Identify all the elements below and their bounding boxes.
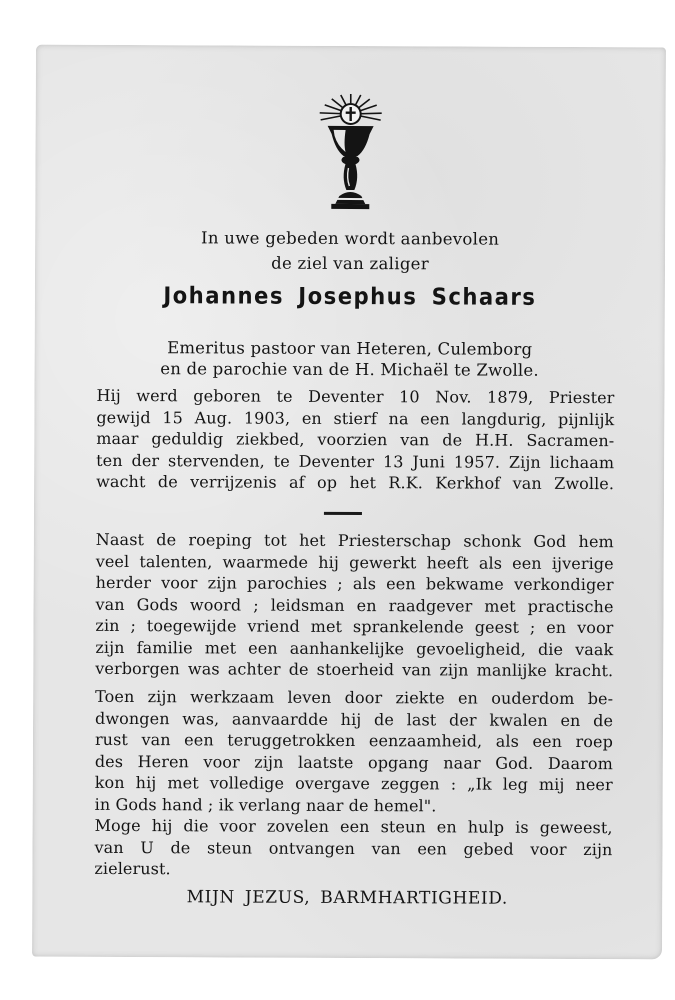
subtitle [35, 337, 665, 382]
talents-paragraph [95, 529, 614, 682]
text-line: ten der stervenden, te Deventer 13 Juni 1957. Zijn lichaam [96, 450, 615, 472]
text-line: rust van een teruggetrokken eenzaamheid, als een roep [94, 729, 613, 752]
intro-line: de ziel van zaliger [271, 253, 430, 274]
text-line: Hij werd geboren te Deventer 10 Nov. 1879, Priester [96, 385, 615, 408]
memorial-card [32, 45, 666, 960]
final-years-paragraph [95, 686, 614, 817]
text-line: maar geduldig ziekbed, voorzien van de H.H. Sacramen- [96, 428, 615, 451]
text-line: veel talenten, waarmede hij gewerkt heeft als een ijverige [95, 551, 614, 573]
text-line: zin ; toegewijde vriend met sprankelende geest ; en voor [95, 615, 614, 638]
text-line: zielerust. [94, 858, 171, 879]
text-line: kon hij met volledige overgave zeggen : „Ik leg mij neer [94, 772, 613, 795]
intro-text [35, 225, 665, 278]
text-line: in Gods hand ; ik verlang naar de hemel". [94, 794, 437, 815]
subtitle-line: en de parochie van de H. Michaël te Zwolle. [160, 359, 539, 380]
text-line: gewijd 15 Aug. 1903, en stierf na een langdurig, pijnlijk [96, 407, 615, 429]
text-line: des Heren voor zijn laatste opgang naar God. Daarom [94, 751, 613, 773]
biography-paragraph [96, 385, 614, 495]
text-line: van U de steun ontvangen van een gebed voor zijn [94, 837, 613, 859]
text-line: dwongen was, aanvaardde hij de last der kwalen en de [95, 708, 614, 730]
deceased-name: Johannes Josephus Schaars [163, 283, 537, 311]
subtitle-line: Emeritus pastoor van Heteren, Culemborg [167, 338, 533, 359]
text-line: zijn familie met een aanhankelijke gevoeligheid, die vaak [95, 637, 614, 659]
divider [324, 512, 362, 515]
closing-invocation: MIJN JEZUS, BARMHARTIGHEID. [186, 887, 508, 909]
text-line: Moge hij die voor zovelen een steun en hulp is geweest, [94, 815, 613, 838]
text-line: Toen zijn werkzaam leven door ziekte en ouderdom be- [95, 686, 614, 709]
intro-line: In uwe gebeden wordt aanbevolen [200, 228, 500, 249]
text-line: van Gods woord ; leidsman en raadgever met practische [95, 594, 614, 616]
text-line: herder voor zijn parochies ; als een bekwame verkondiger [95, 572, 614, 595]
text-line: verborgen was achter de stoerheid van zijn manlijke kracht. [95, 658, 614, 681]
text-line: Naast de roeping tot het Priesterschap schonk God hem [95, 529, 614, 552]
text-line: wacht de verrijzenis af op het R.K. Kerkhof van Zwolle. [96, 471, 615, 494]
prayer-request-paragraph [94, 815, 612, 882]
chalice-with-host-icon [315, 92, 386, 214]
